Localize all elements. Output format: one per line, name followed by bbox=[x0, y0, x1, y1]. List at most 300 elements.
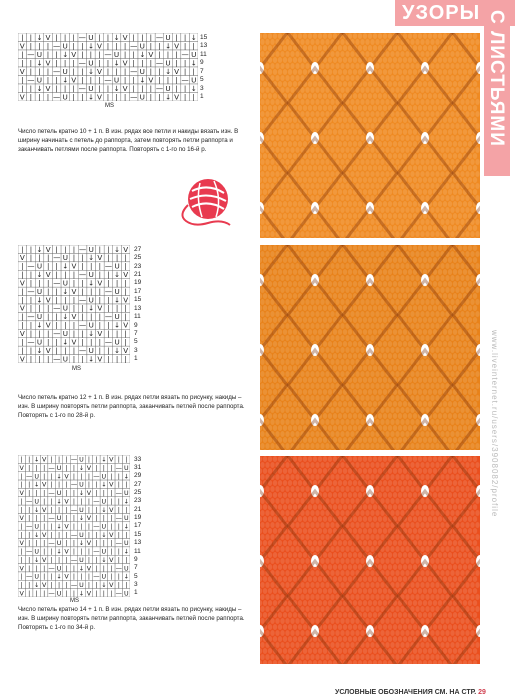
svg-text:|: | bbox=[43, 540, 46, 548]
svg-text:—: — bbox=[26, 548, 33, 556]
svg-text:V: V bbox=[45, 83, 51, 93]
svg-text:|: | bbox=[20, 523, 23, 531]
row-number: 23 bbox=[134, 262, 142, 270]
svg-text:|: | bbox=[115, 66, 118, 76]
svg-text:|: | bbox=[28, 465, 31, 473]
svg-text:↓: ↓ bbox=[78, 540, 85, 548]
svg-text:↓: ↓ bbox=[36, 270, 43, 280]
svg-text:|: | bbox=[115, 92, 118, 101]
svg-text:↓: ↓ bbox=[114, 270, 121, 280]
svg-text:|: | bbox=[28, 531, 31, 539]
svg-text:—: — bbox=[70, 581, 78, 589]
svg-text:|: | bbox=[43, 573, 46, 581]
svg-text:|: | bbox=[65, 490, 68, 498]
row-number: 27 bbox=[134, 245, 142, 253]
svg-text:|: | bbox=[63, 58, 67, 68]
svg-text:↓: ↓ bbox=[34, 531, 40, 539]
svg-text:—: — bbox=[53, 329, 61, 339]
svg-text:|: | bbox=[38, 354, 41, 363]
svg-text:↓: ↓ bbox=[56, 498, 62, 506]
svg-text:|: | bbox=[50, 506, 53, 514]
svg-text:U: U bbox=[123, 590, 129, 597]
svg-text:|: | bbox=[21, 286, 24, 296]
svg-text:|: | bbox=[117, 473, 120, 481]
svg-text:↓: ↓ bbox=[87, 66, 94, 76]
svg-text:|: | bbox=[72, 278, 76, 288]
svg-text:|: | bbox=[43, 498, 46, 506]
svg-text:|: | bbox=[38, 303, 41, 313]
svg-text:|: | bbox=[123, 41, 127, 51]
svg-text:|: | bbox=[43, 490, 46, 498]
svg-text:|: | bbox=[65, 481, 68, 489]
svg-text:↓: ↓ bbox=[113, 58, 120, 68]
svg-text:|: | bbox=[87, 481, 91, 489]
svg-text:↓: ↓ bbox=[113, 83, 120, 93]
svg-text:|: | bbox=[81, 49, 84, 59]
svg-text:V: V bbox=[41, 581, 47, 589]
svg-text:—: — bbox=[115, 490, 122, 498]
svg-text:—: — bbox=[78, 33, 86, 42]
svg-text:|: | bbox=[107, 303, 110, 313]
row-number: 11 bbox=[134, 547, 141, 555]
svg-text:—: — bbox=[104, 261, 113, 271]
svg-text:|: | bbox=[35, 565, 38, 573]
svg-text:|: | bbox=[117, 581, 120, 589]
svg-text:|: | bbox=[81, 303, 84, 313]
svg-text:V: V bbox=[19, 465, 24, 473]
svg-text:—: — bbox=[104, 312, 113, 322]
svg-text:V: V bbox=[109, 456, 114, 464]
chart-pattern-2 bbox=[18, 245, 130, 363]
svg-text:|: | bbox=[98, 58, 101, 68]
svg-text:|: | bbox=[46, 75, 50, 85]
svg-text:|: | bbox=[21, 261, 24, 271]
svg-text:|: | bbox=[50, 531, 53, 539]
row-number: 25 bbox=[134, 254, 142, 262]
svg-text:V: V bbox=[19, 253, 25, 263]
svg-text:U: U bbox=[56, 540, 62, 548]
svg-text:↓: ↓ bbox=[88, 303, 95, 313]
svg-text:|: | bbox=[43, 523, 46, 531]
svg-text:|: | bbox=[175, 58, 178, 68]
svg-text:|: | bbox=[21, 245, 24, 254]
svg-text:|: | bbox=[110, 590, 113, 597]
svg-text:—: — bbox=[53, 278, 61, 288]
svg-text:—: — bbox=[53, 354, 61, 363]
svg-text:|: | bbox=[20, 506, 23, 514]
row-number: 21 bbox=[134, 270, 142, 278]
svg-text:|: | bbox=[38, 278, 41, 288]
svg-text:|: | bbox=[166, 49, 170, 59]
svg-text:|: | bbox=[20, 531, 23, 539]
svg-text:↓: ↓ bbox=[34, 556, 40, 564]
svg-text:↓: ↓ bbox=[34, 481, 40, 489]
svg-text:V: V bbox=[174, 92, 180, 101]
svg-text:↓: ↓ bbox=[78, 515, 85, 523]
svg-text:—: — bbox=[181, 49, 189, 59]
svg-text:—: — bbox=[26, 573, 33, 581]
svg-text:|: | bbox=[95, 556, 98, 564]
svg-text:U: U bbox=[36, 75, 43, 85]
svg-text:|: | bbox=[20, 481, 23, 489]
svg-text:V: V bbox=[19, 590, 24, 597]
svg-text:V: V bbox=[109, 481, 114, 489]
svg-text:|: | bbox=[21, 75, 24, 85]
svg-text:V: V bbox=[109, 506, 114, 514]
svg-text:|: | bbox=[192, 41, 195, 51]
svg-text:|: | bbox=[81, 66, 84, 76]
svg-text:|: | bbox=[175, 83, 178, 93]
page-title: УЗОРЫ bbox=[402, 2, 481, 24]
watermark: www.liveinternet.ru/users/3908082/profile bbox=[490, 330, 499, 518]
svg-text:|: | bbox=[28, 506, 31, 514]
svg-text:|: | bbox=[81, 41, 84, 51]
svg-text:|: | bbox=[29, 270, 33, 280]
svg-text:U: U bbox=[88, 320, 94, 330]
svg-text:|: | bbox=[132, 75, 135, 85]
svg-text:↓: ↓ bbox=[123, 548, 129, 556]
yarn-ball-icon bbox=[178, 175, 248, 235]
svg-text:|: | bbox=[106, 58, 110, 68]
row-number: 3 bbox=[200, 84, 204, 92]
svg-text:U: U bbox=[62, 253, 69, 263]
svg-text:|: | bbox=[55, 337, 58, 347]
svg-text:|: | bbox=[72, 33, 75, 42]
svg-text:↓: ↓ bbox=[36, 295, 43, 305]
svg-text:|: | bbox=[141, 33, 144, 42]
svg-text:|: | bbox=[29, 320, 33, 330]
svg-text:↓: ↓ bbox=[34, 581, 40, 589]
row-number: 7 bbox=[134, 564, 138, 572]
svg-text:|: | bbox=[63, 33, 67, 42]
svg-text:V: V bbox=[19, 540, 24, 548]
svg-text:|: | bbox=[110, 565, 113, 573]
svg-text:|: | bbox=[117, 481, 120, 489]
svg-text:|: | bbox=[98, 33, 101, 42]
svg-text:—: — bbox=[26, 473, 33, 481]
svg-text:|: | bbox=[90, 312, 93, 322]
svg-text:—: — bbox=[130, 41, 138, 51]
svg-text:|: | bbox=[72, 320, 76, 330]
svg-text:V: V bbox=[41, 556, 47, 564]
svg-text:|: | bbox=[80, 573, 83, 581]
svg-text:|: | bbox=[55, 83, 58, 93]
svg-text:—: — bbox=[27, 286, 35, 296]
svg-text:V: V bbox=[45, 245, 51, 254]
svg-text:↓: ↓ bbox=[101, 481, 107, 489]
svg-text:U: U bbox=[191, 49, 197, 59]
svg-text:—: — bbox=[48, 490, 55, 498]
row-number: 11 bbox=[200, 50, 207, 58]
svg-text:V: V bbox=[96, 66, 102, 76]
svg-text:|: | bbox=[87, 523, 91, 531]
svg-text:|: | bbox=[102, 490, 105, 498]
svg-text:—: — bbox=[26, 523, 33, 531]
svg-text:|: | bbox=[95, 515, 98, 523]
svg-text:V: V bbox=[97, 329, 103, 339]
svg-text:U: U bbox=[79, 481, 84, 489]
svg-text:|: | bbox=[21, 345, 24, 355]
svg-text:|: | bbox=[72, 329, 76, 339]
svg-text:|: | bbox=[158, 66, 161, 76]
svg-text:|: | bbox=[90, 261, 93, 271]
svg-text:↓: ↓ bbox=[87, 92, 94, 101]
svg-text:|: | bbox=[28, 490, 31, 498]
svg-text:|: | bbox=[115, 278, 119, 288]
svg-text:|: | bbox=[115, 354, 119, 363]
svg-text:V: V bbox=[96, 41, 102, 51]
svg-text:|: | bbox=[29, 354, 33, 363]
svg-text:—: — bbox=[78, 58, 86, 68]
page-subtitle: С ЛИСТЬЯМИ bbox=[486, 10, 507, 147]
svg-text:↓: ↓ bbox=[123, 523, 129, 531]
svg-text:|: | bbox=[98, 320, 102, 330]
svg-text:|: | bbox=[183, 33, 187, 42]
row-number: 15 bbox=[134, 530, 142, 538]
footer bbox=[335, 689, 486, 696]
svg-text:|: | bbox=[175, 33, 178, 42]
svg-text:|: | bbox=[125, 506, 128, 514]
svg-text:|: | bbox=[72, 523, 76, 531]
svg-text:—: — bbox=[78, 83, 86, 93]
svg-text:|: | bbox=[28, 540, 31, 548]
svg-text:U: U bbox=[123, 465, 129, 473]
svg-text:↓: ↓ bbox=[114, 245, 121, 254]
svg-text:—: — bbox=[155, 33, 164, 42]
svg-text:—: — bbox=[53, 253, 61, 263]
svg-text:|: | bbox=[20, 548, 23, 556]
svg-text:|: | bbox=[21, 49, 24, 59]
svg-text:|: | bbox=[72, 465, 76, 473]
svg-text:|: | bbox=[124, 312, 127, 322]
svg-text:|: | bbox=[38, 41, 41, 51]
svg-text:|: | bbox=[72, 515, 76, 523]
svg-text:|: | bbox=[117, 456, 120, 464]
svg-text:|: | bbox=[43, 548, 46, 556]
svg-text:|: | bbox=[72, 303, 76, 313]
svg-text:↓: ↓ bbox=[36, 83, 43, 93]
row-number: 9 bbox=[134, 321, 138, 329]
svg-text:|: | bbox=[81, 329, 84, 339]
svg-text:V: V bbox=[109, 581, 114, 589]
row-number: 15 bbox=[200, 33, 208, 41]
svg-text:|: | bbox=[132, 33, 135, 42]
svg-text:V: V bbox=[19, 303, 25, 313]
svg-text:V: V bbox=[41, 506, 47, 514]
svg-text:|: | bbox=[64, 245, 67, 254]
svg-text:|: | bbox=[110, 465, 113, 473]
svg-text:U: U bbox=[123, 540, 129, 548]
svg-text:|: | bbox=[98, 295, 102, 305]
svg-text:V: V bbox=[71, 312, 77, 322]
svg-text:|: | bbox=[183, 92, 187, 101]
svg-text:|: | bbox=[72, 66, 75, 76]
row-number: 31 bbox=[134, 464, 142, 472]
svg-text:—: — bbox=[79, 270, 87, 280]
svg-text:U: U bbox=[88, 345, 94, 355]
svg-text:U: U bbox=[79, 456, 84, 464]
svg-text:U: U bbox=[79, 531, 84, 539]
svg-text:V: V bbox=[109, 556, 114, 564]
svg-text:|: | bbox=[50, 473, 53, 481]
svg-text:|: | bbox=[20, 456, 23, 464]
svg-text:|: | bbox=[28, 481, 31, 489]
svg-text:|: | bbox=[98, 261, 102, 271]
svg-text:|: | bbox=[158, 49, 161, 59]
svg-text:|: | bbox=[98, 337, 102, 347]
svg-text:—: — bbox=[155, 58, 164, 68]
svg-text:↓: ↓ bbox=[164, 41, 172, 51]
svg-text:V: V bbox=[97, 278, 103, 288]
svg-text:|: | bbox=[29, 303, 33, 313]
svg-text:↓: ↓ bbox=[123, 473, 129, 481]
svg-text:|: | bbox=[28, 590, 31, 597]
svg-text:|: | bbox=[87, 581, 91, 589]
svg-text:|: | bbox=[87, 548, 91, 556]
svg-text:|: | bbox=[46, 261, 50, 271]
svg-text:—: — bbox=[104, 337, 113, 347]
svg-text:—: — bbox=[48, 515, 55, 523]
svg-text:V: V bbox=[19, 66, 25, 76]
svg-text:↓: ↓ bbox=[34, 456, 40, 464]
svg-text:U: U bbox=[165, 83, 171, 93]
svg-text:|: | bbox=[183, 58, 187, 68]
row-number: 19 bbox=[134, 279, 142, 287]
svg-text:↓: ↓ bbox=[190, 33, 197, 42]
row-number: 17 bbox=[134, 287, 142, 295]
svg-text:|: | bbox=[65, 540, 68, 548]
svg-text:|: | bbox=[28, 456, 31, 464]
svg-text:|: | bbox=[149, 66, 153, 76]
svg-text:|: | bbox=[43, 473, 46, 481]
row-number: 27 bbox=[134, 480, 142, 488]
row-number: 13 bbox=[200, 42, 208, 50]
svg-text:|: | bbox=[20, 573, 23, 581]
svg-text:↓: ↓ bbox=[62, 75, 69, 85]
svg-text:|: | bbox=[102, 565, 105, 573]
svg-text:↓: ↓ bbox=[62, 337, 69, 347]
svg-text:V: V bbox=[96, 92, 102, 101]
svg-text:—: — bbox=[115, 465, 122, 473]
svg-text:U: U bbox=[113, 75, 120, 85]
svg-text:|: | bbox=[117, 548, 120, 556]
svg-text:—: — bbox=[70, 456, 78, 464]
svg-text:↓: ↓ bbox=[62, 312, 69, 322]
svg-text:↓: ↓ bbox=[78, 565, 85, 573]
svg-text:|: | bbox=[158, 41, 161, 51]
svg-text:U: U bbox=[165, 58, 171, 68]
svg-text:V: V bbox=[41, 481, 47, 489]
svg-text:|: | bbox=[117, 506, 120, 514]
svg-text:|: | bbox=[87, 473, 91, 481]
svg-text:|: | bbox=[124, 261, 127, 271]
svg-text:V: V bbox=[122, 33, 128, 42]
svg-text:|: | bbox=[21, 33, 24, 42]
svg-text:U: U bbox=[34, 573, 39, 581]
svg-text:↓: ↓ bbox=[88, 329, 95, 339]
svg-text:U: U bbox=[88, 83, 94, 93]
svg-text:|: | bbox=[125, 531, 128, 539]
svg-text:U: U bbox=[113, 49, 120, 59]
svg-text:—: — bbox=[79, 295, 87, 305]
svg-text:—: — bbox=[93, 523, 100, 531]
svg-text:↓: ↓ bbox=[62, 286, 69, 296]
svg-text:V: V bbox=[123, 270, 129, 280]
svg-text:|: | bbox=[98, 312, 102, 322]
row-number: 5 bbox=[134, 338, 138, 346]
svg-text:|: | bbox=[123, 49, 127, 59]
svg-text:—: — bbox=[70, 481, 78, 489]
svg-text:V: V bbox=[86, 565, 92, 573]
svg-text:|: | bbox=[102, 590, 105, 597]
svg-text:|: | bbox=[65, 456, 68, 464]
svg-text:↓: ↓ bbox=[164, 92, 172, 101]
row-number: 3 bbox=[134, 346, 138, 354]
svg-text:|: | bbox=[115, 303, 119, 313]
row-number: 17 bbox=[134, 522, 142, 530]
svg-text:V: V bbox=[19, 278, 25, 288]
svg-text:V: V bbox=[174, 41, 180, 51]
row-number: 5 bbox=[200, 76, 204, 84]
svg-text:—: — bbox=[93, 573, 100, 581]
svg-text:↓: ↓ bbox=[88, 253, 95, 263]
svg-text:|: | bbox=[65, 556, 68, 564]
svg-text:U: U bbox=[56, 515, 62, 523]
svg-text:↓: ↓ bbox=[114, 345, 121, 355]
svg-text:|: | bbox=[72, 498, 76, 506]
svg-text:|: | bbox=[35, 590, 38, 597]
svg-text:V: V bbox=[97, 354, 103, 363]
svg-text:|: | bbox=[55, 295, 58, 305]
svg-text:|: | bbox=[110, 523, 113, 531]
svg-text:↓: ↓ bbox=[190, 83, 197, 93]
svg-text:|: | bbox=[29, 278, 33, 288]
svg-text:|: | bbox=[102, 465, 105, 473]
row-number: 1 bbox=[134, 355, 138, 363]
svg-text:|: | bbox=[117, 573, 120, 581]
row-number: 9 bbox=[134, 555, 138, 563]
svg-text:↓: ↓ bbox=[56, 473, 62, 481]
svg-text:|: | bbox=[46, 41, 50, 51]
svg-text:|: | bbox=[35, 490, 38, 498]
svg-text:V: V bbox=[71, 286, 77, 296]
svg-text:—: — bbox=[115, 540, 122, 548]
svg-text:|: | bbox=[106, 41, 110, 51]
svg-text:|: | bbox=[65, 581, 68, 589]
svg-text:|: | bbox=[38, 92, 41, 101]
svg-text:U: U bbox=[34, 498, 39, 506]
svg-text:U: U bbox=[79, 581, 84, 589]
svg-text:U: U bbox=[123, 490, 129, 498]
svg-text:—: — bbox=[79, 320, 87, 330]
svg-text:↓: ↓ bbox=[123, 573, 129, 581]
svg-text:|: | bbox=[64, 295, 67, 305]
svg-text:|: | bbox=[107, 253, 110, 263]
svg-text:|: | bbox=[28, 565, 31, 573]
svg-text:|: | bbox=[107, 345, 110, 355]
svg-text:—: — bbox=[115, 515, 122, 523]
row-number: 25 bbox=[134, 489, 142, 497]
svg-text:|: | bbox=[95, 456, 98, 464]
svg-text:|: | bbox=[107, 278, 110, 288]
svg-text:|: | bbox=[72, 58, 75, 68]
svg-text:V: V bbox=[71, 261, 77, 271]
svg-text:—: — bbox=[48, 465, 55, 473]
svg-text:|: | bbox=[125, 581, 128, 589]
svg-text:V: V bbox=[45, 295, 51, 305]
svg-text:|: | bbox=[20, 581, 23, 589]
svg-text:|: | bbox=[158, 92, 161, 101]
